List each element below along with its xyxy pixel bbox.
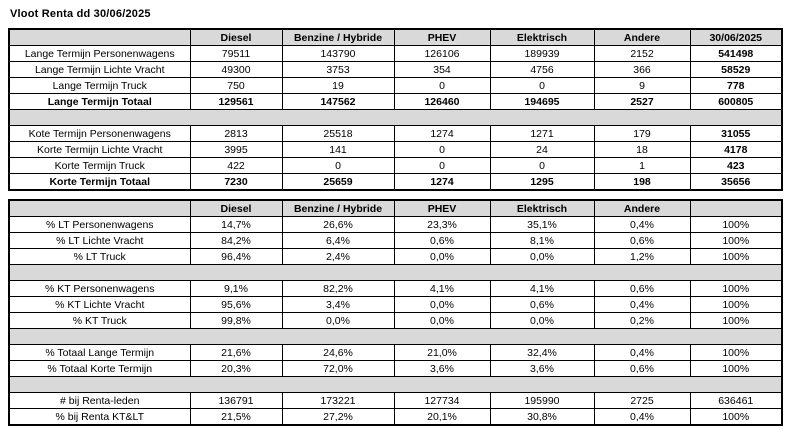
header-cell-phev: PHEV bbox=[394, 200, 490, 217]
cell-phev: 0,6% bbox=[394, 233, 490, 249]
row-label: % LT Lichte Vracht bbox=[9, 233, 190, 249]
table-row bbox=[9, 142, 782, 158]
cell-phev: 0,0% bbox=[394, 249, 490, 265]
cell-total: 636461 bbox=[690, 393, 782, 409]
cell-total: 100% bbox=[690, 297, 782, 313]
cell-benzine-hybride: 27,2% bbox=[282, 409, 394, 426]
cell-phev: 0,0% bbox=[394, 297, 490, 313]
cell-diesel: 129561 bbox=[190, 94, 282, 110]
row-label: Korte Termijn Truck bbox=[9, 158, 190, 174]
cell-benzine-hybride: 25518 bbox=[282, 126, 394, 142]
table-gap bbox=[8, 191, 783, 199]
header-cell-date: 30/06/2025 bbox=[690, 29, 782, 46]
cell-total: 100% bbox=[690, 313, 782, 329]
cell-total: 423 bbox=[690, 158, 782, 174]
table-row bbox=[9, 393, 782, 409]
cell-benzine-hybride: 26,6% bbox=[282, 217, 394, 233]
cell-phev: 3,6% bbox=[394, 361, 490, 377]
row-label: % LT Truck bbox=[9, 249, 190, 265]
cell-phev: 21,0% bbox=[394, 345, 490, 361]
table-row bbox=[9, 281, 782, 297]
table-row-total bbox=[9, 174, 782, 191]
cell-andere: 0,4% bbox=[594, 297, 690, 313]
cell-andere: 1,2% bbox=[594, 249, 690, 265]
cell-andere: 366 bbox=[594, 62, 690, 78]
cell-andere: 2527 bbox=[594, 94, 690, 110]
cell-elektrisch: 24 bbox=[490, 142, 594, 158]
table-row bbox=[9, 345, 782, 361]
cell-total: 600805 bbox=[690, 94, 782, 110]
cell-elektrisch: 3,6% bbox=[490, 361, 594, 377]
row-label: % KT Lichte Vracht bbox=[9, 297, 190, 313]
cell-diesel: 9,1% bbox=[190, 281, 282, 297]
row-label: % LT Personenwagens bbox=[9, 217, 190, 233]
cell-benzine-hybride: 72,0% bbox=[282, 361, 394, 377]
cell-total: 58529 bbox=[690, 62, 782, 78]
cell-total: 541498 bbox=[690, 46, 782, 62]
cell-total: 100% bbox=[690, 409, 782, 426]
cell-benzine-hybride: 173221 bbox=[282, 393, 394, 409]
cell-elektrisch: 194695 bbox=[490, 94, 594, 110]
row-label: Lange Termijn Personenwagens bbox=[9, 46, 190, 62]
row-label: Korte Termijn Lichte Vracht bbox=[9, 142, 190, 158]
cell-total: 31055 bbox=[690, 126, 782, 142]
cell-andere: 0,2% bbox=[594, 313, 690, 329]
table-row bbox=[9, 158, 782, 174]
cell-andere: 198 bbox=[594, 174, 690, 191]
table-spacer-row bbox=[9, 329, 782, 345]
header-cell-total bbox=[690, 200, 782, 217]
cell-phev: 0 bbox=[394, 158, 490, 174]
table-row-total bbox=[9, 94, 782, 110]
table-spacer-row bbox=[9, 265, 782, 281]
cell-diesel: 14,7% bbox=[190, 217, 282, 233]
header-cell-diesel: Diesel bbox=[190, 200, 282, 217]
cell-total: 100% bbox=[690, 233, 782, 249]
cell-elektrisch: 8,1% bbox=[490, 233, 594, 249]
cell-benzine-hybride: 19 bbox=[282, 78, 394, 94]
cell-phev: 20,1% bbox=[394, 409, 490, 426]
cell-elektrisch: 0 bbox=[490, 78, 594, 94]
cell-benzine-hybride: 147562 bbox=[282, 94, 394, 110]
cell-phev: 1274 bbox=[394, 174, 490, 191]
cell-diesel: 20,3% bbox=[190, 361, 282, 377]
cell-diesel: 7230 bbox=[190, 174, 282, 191]
cell-benzine-hybride: 25659 bbox=[282, 174, 394, 191]
cell-andere: 0,6% bbox=[594, 281, 690, 297]
cell-benzine-hybride: 143790 bbox=[282, 46, 394, 62]
table-row bbox=[9, 409, 782, 426]
cell-benzine-hybride: 3753 bbox=[282, 62, 394, 78]
cell-elektrisch: 30,8% bbox=[490, 409, 594, 426]
table-row bbox=[9, 297, 782, 313]
cell-total: 778 bbox=[690, 78, 782, 94]
cell-total: 100% bbox=[690, 361, 782, 377]
row-label: Lange Termijn Totaal bbox=[9, 94, 190, 110]
cell-andere: 2152 bbox=[594, 46, 690, 62]
header-cell-andere: Andere bbox=[594, 29, 690, 46]
row-label: % KT Truck bbox=[9, 313, 190, 329]
cell-benzine-hybride: 0,0% bbox=[282, 313, 394, 329]
header-cell-elektrisch: Elektrisch bbox=[490, 200, 594, 217]
cell-diesel: 84,2% bbox=[190, 233, 282, 249]
header-cell-phev: PHEV bbox=[394, 29, 490, 46]
cell-diesel: 21,6% bbox=[190, 345, 282, 361]
table-row bbox=[9, 62, 782, 78]
table-row bbox=[9, 78, 782, 94]
table-row bbox=[9, 313, 782, 329]
cell-andere: 0,6% bbox=[594, 361, 690, 377]
cell-andere: 179 bbox=[594, 126, 690, 142]
fleet-percentages-table bbox=[8, 199, 783, 426]
cell-elektrisch: 0 bbox=[490, 158, 594, 174]
table-row bbox=[9, 361, 782, 377]
cell-andere: 0,4% bbox=[594, 409, 690, 426]
cell-phev: 1274 bbox=[394, 126, 490, 142]
cell-total: 100% bbox=[690, 249, 782, 265]
header-cell-blank bbox=[9, 200, 190, 217]
fleet-percentages-body bbox=[9, 200, 782, 425]
cell-elektrisch: 195990 bbox=[490, 393, 594, 409]
header-cell-diesel: Diesel bbox=[190, 29, 282, 46]
cell-elektrisch: 1271 bbox=[490, 126, 594, 142]
cell-benzine-hybride: 24,6% bbox=[282, 345, 394, 361]
cell-diesel: 49300 bbox=[190, 62, 282, 78]
cell-total: 100% bbox=[690, 345, 782, 361]
table-row bbox=[9, 217, 782, 233]
fleet-counts-body bbox=[9, 29, 782, 190]
cell-phev: 127734 bbox=[394, 393, 490, 409]
cell-phev: 4,1% bbox=[394, 281, 490, 297]
cell-benzine-hybride: 3,4% bbox=[282, 297, 394, 313]
spacer-cell bbox=[9, 265, 782, 281]
cell-andere: 2725 bbox=[594, 393, 690, 409]
cell-elektrisch: 32,4% bbox=[490, 345, 594, 361]
row-label: Lange Termijn Lichte Vracht bbox=[9, 62, 190, 78]
cell-benzine-hybride: 2,4% bbox=[282, 249, 394, 265]
row-label: Kote Termijn Personenwagens bbox=[9, 126, 190, 142]
header-cell-andere: Andere bbox=[594, 200, 690, 217]
row-label: % bij Renta KT&LT bbox=[9, 409, 190, 426]
cell-phev: 0 bbox=[394, 142, 490, 158]
cell-phev: 0,0% bbox=[394, 313, 490, 329]
cell-elektrisch: 0,0% bbox=[490, 313, 594, 329]
cell-andere: 9 bbox=[594, 78, 690, 94]
table-row bbox=[9, 249, 782, 265]
row-label: % Totaal Lange Termijn bbox=[9, 345, 190, 361]
page-title: Vloot Renta dd 30/06/2025 bbox=[10, 8, 151, 20]
row-label: % Totaal Korte Termijn bbox=[9, 361, 190, 377]
cell-phev: 354 bbox=[394, 62, 490, 78]
spacer-cell bbox=[9, 110, 782, 126]
cell-phev: 126460 bbox=[394, 94, 490, 110]
header-cell-benzine-hybride: Benzine / Hybride bbox=[282, 29, 394, 46]
cell-diesel: 79511 bbox=[190, 46, 282, 62]
cell-benzine-hybride: 0 bbox=[282, 158, 394, 174]
table-header-row bbox=[9, 29, 782, 46]
cell-elektrisch: 0,0% bbox=[490, 249, 594, 265]
cell-benzine-hybride: 6,4% bbox=[282, 233, 394, 249]
cell-total: 4178 bbox=[690, 142, 782, 158]
cell-diesel: 96,4% bbox=[190, 249, 282, 265]
cell-andere: 1 bbox=[594, 158, 690, 174]
cell-elektrisch: 1295 bbox=[490, 174, 594, 191]
table-spacer-row bbox=[9, 110, 782, 126]
table-header-row bbox=[9, 200, 782, 217]
table-row bbox=[9, 46, 782, 62]
row-label: # bij Renta-leden bbox=[9, 393, 190, 409]
table-row bbox=[9, 126, 782, 142]
cell-diesel: 95,6% bbox=[190, 297, 282, 313]
cell-benzine-hybride: 82,2% bbox=[282, 281, 394, 297]
cell-phev: 0 bbox=[394, 78, 490, 94]
header-cell-blank bbox=[9, 29, 190, 46]
cell-diesel: 422 bbox=[190, 158, 282, 174]
cell-elektrisch: 0,6% bbox=[490, 297, 594, 313]
cell-andere: 0,4% bbox=[594, 217, 690, 233]
cell-andere: 0,6% bbox=[594, 233, 690, 249]
cell-phev: 23,3% bbox=[394, 217, 490, 233]
cell-elektrisch: 4,1% bbox=[490, 281, 594, 297]
cell-elektrisch: 4756 bbox=[490, 62, 594, 78]
cell-diesel: 3995 bbox=[190, 142, 282, 158]
cell-diesel: 21,5% bbox=[190, 409, 282, 426]
row-label: Korte Termijn Totaal bbox=[9, 174, 190, 191]
cell-diesel: 750 bbox=[190, 78, 282, 94]
fleet-counts-table bbox=[8, 28, 783, 191]
header-cell-elektrisch: Elektrisch bbox=[490, 29, 594, 46]
cell-diesel: 2813 bbox=[190, 126, 282, 142]
row-label: % KT Personenwagens bbox=[9, 281, 190, 297]
table-row bbox=[9, 233, 782, 249]
cell-total: 100% bbox=[690, 281, 782, 297]
cell-phev: 126106 bbox=[394, 46, 490, 62]
cell-diesel: 136791 bbox=[190, 393, 282, 409]
cell-elektrisch: 189939 bbox=[490, 46, 594, 62]
cell-total: 100% bbox=[690, 217, 782, 233]
cell-andere: 18 bbox=[594, 142, 690, 158]
spacer-cell bbox=[9, 329, 782, 345]
row-label: Lange Termijn Truck bbox=[9, 78, 190, 94]
cell-benzine-hybride: 141 bbox=[282, 142, 394, 158]
cell-diesel: 99,8% bbox=[190, 313, 282, 329]
table-spacer-row bbox=[9, 377, 782, 393]
cell-andere: 0,4% bbox=[594, 345, 690, 361]
cell-elektrisch: 35,1% bbox=[490, 217, 594, 233]
header-cell-benzine-hybride: Benzine / Hybride bbox=[282, 200, 394, 217]
spacer-cell bbox=[9, 377, 782, 393]
cell-total: 35656 bbox=[690, 174, 782, 191]
